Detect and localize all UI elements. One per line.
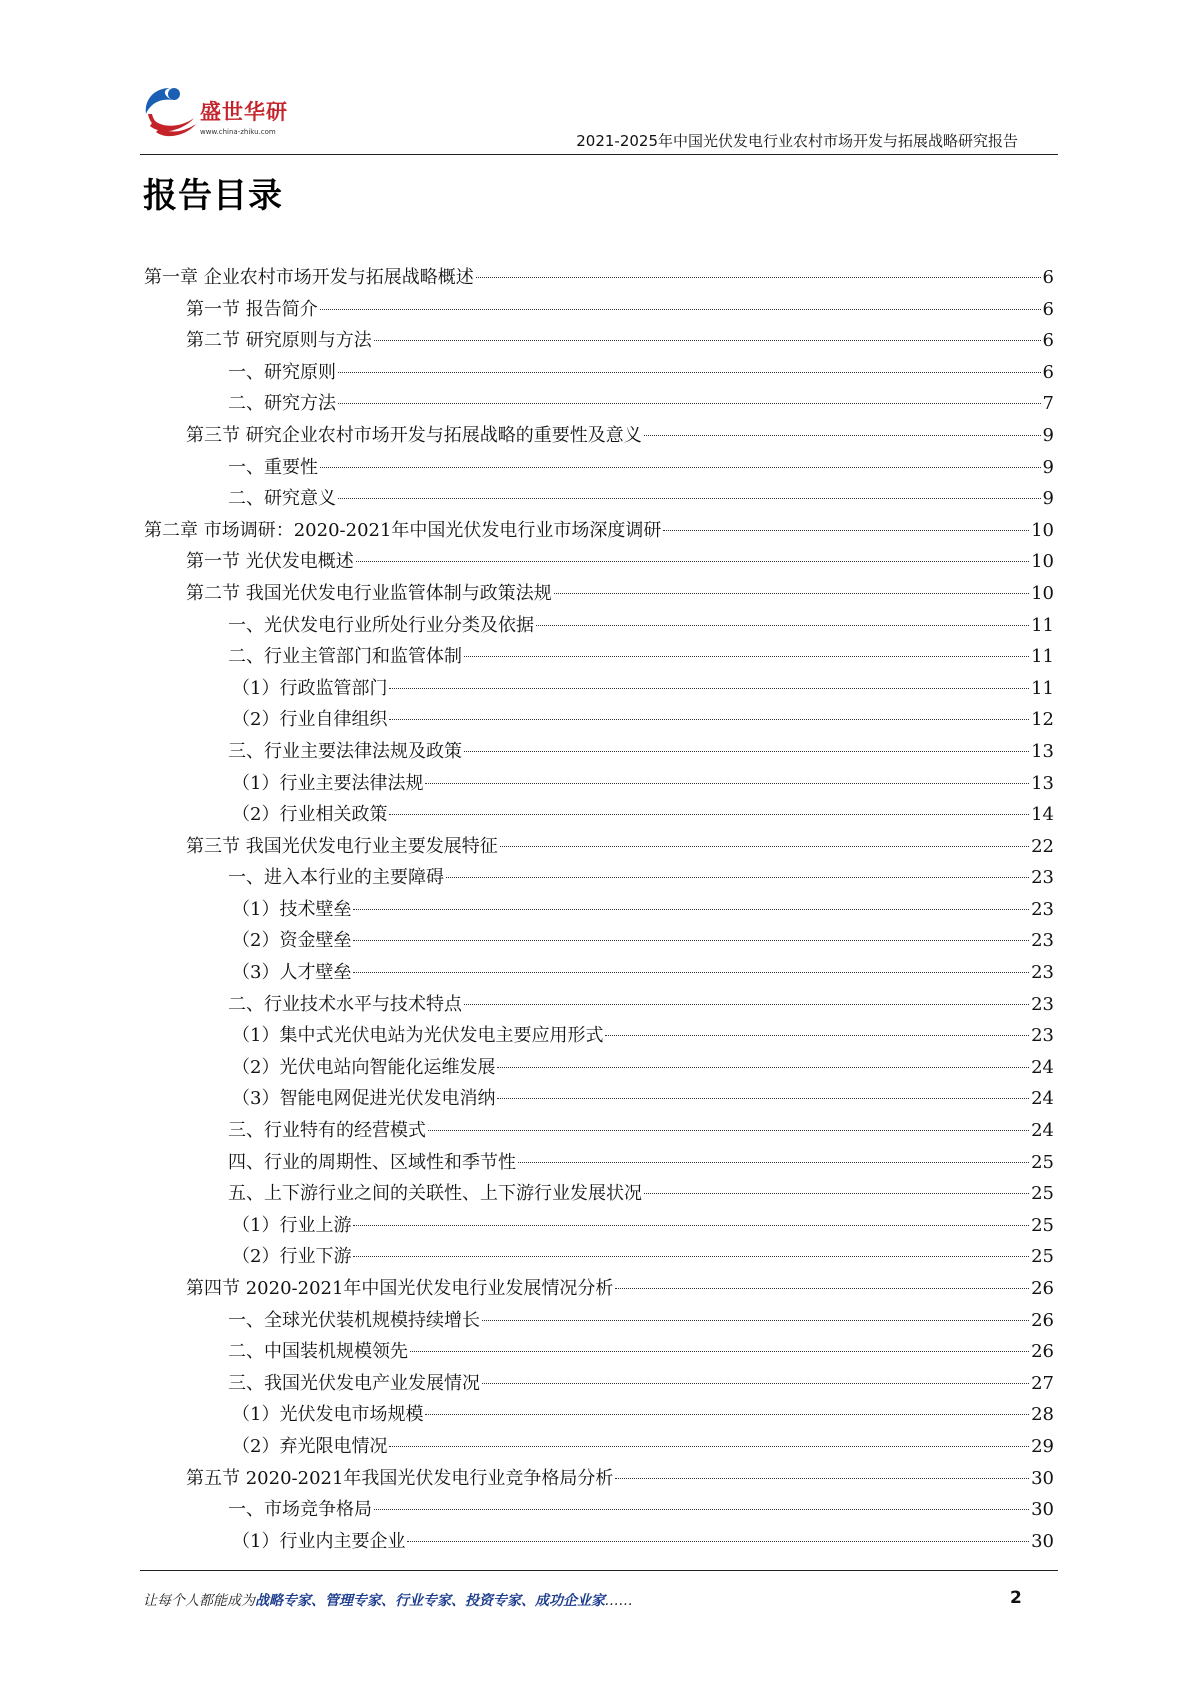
toc-entry-label: （1）技术壁垒 — [232, 898, 352, 920]
toc-entry-label: （2）行业下游 — [232, 1246, 352, 1268]
toc-entry-label: 四、行业的周期性、区域性和季节性 — [228, 1151, 516, 1173]
toc-dot-leader — [644, 1193, 1029, 1194]
toc-entry-label: （1）行政监管部门 — [232, 677, 388, 699]
toc-entry-label: 二、研究意义 — [228, 488, 336, 510]
toc-entry-label: 第一章 企业农村市场开发与拓展战略概述 — [144, 267, 474, 288]
toc-entry[interactable] — [144, 357, 1054, 389]
toc-entry[interactable] — [144, 1115, 1054, 1147]
toc-entry-page: 26 — [1031, 1341, 1054, 1363]
page-header — [140, 84, 1058, 156]
toc-entry[interactable] — [144, 799, 1054, 831]
toc-entry-label: 一、进入本行业的主要障碍 — [228, 867, 444, 889]
toc-entry-page: 6 — [1042, 267, 1054, 288]
toc-dot-leader — [356, 561, 1029, 562]
toc-dot-leader — [410, 1351, 1029, 1352]
toc-entry[interactable] — [144, 925, 1054, 957]
toc-entry-page: 22 — [1031, 835, 1054, 857]
toc-entry[interactable] — [144, 1083, 1054, 1115]
toc-dot-leader — [615, 1478, 1029, 1479]
toc-entry-page: 9 — [1042, 488, 1054, 510]
toc-entry-page: 24 — [1031, 1088, 1054, 1110]
toc-entry[interactable] — [144, 262, 1054, 294]
toc-entry-label: （1）集中式光伏电站为光伏发电主要应用形式 — [232, 1025, 604, 1047]
toc-dot-leader — [536, 625, 1029, 626]
toc-entry-label: 一、研究原则 — [228, 361, 336, 383]
toc-entry-label: （2）光伏电站向智能化运维发展 — [232, 1056, 496, 1078]
toc-entry[interactable] — [144, 1178, 1054, 1210]
toc-entry-page: 26 — [1031, 1278, 1054, 1299]
toc-entry-page: 27 — [1031, 1372, 1054, 1394]
toc-entry-page: 30 — [1031, 1499, 1054, 1521]
toc-entry[interactable] — [144, 452, 1054, 484]
toc-dot-leader — [464, 751, 1029, 752]
toc-dot-leader — [353, 972, 1029, 973]
toc-dot-leader — [464, 1004, 1029, 1005]
toc-dot-leader — [500, 846, 1029, 847]
toc-entry[interactable] — [144, 704, 1054, 736]
toc-entry[interactable] — [144, 1526, 1054, 1558]
table-of-contents — [144, 262, 1054, 1557]
toc-entry[interactable] — [144, 989, 1054, 1021]
toc-entry-page: 6 — [1042, 298, 1054, 320]
toc-entry[interactable] — [144, 673, 1054, 705]
toc-entry[interactable] — [144, 610, 1054, 642]
toc-entry[interactable] — [144, 578, 1054, 610]
toc-dot-leader — [374, 1509, 1029, 1510]
toc-entry-label: （1）光伏发电市场规模 — [232, 1404, 424, 1426]
toc-entry-page: 13 — [1031, 772, 1054, 794]
footer-divider — [140, 1570, 1058, 1571]
report-title: 2021-2025年中国光伏发电行业农村市场开发与拓展战略研究报告 — [576, 132, 1018, 150]
toc-dot-leader — [425, 783, 1029, 784]
toc-entry[interactable] — [144, 894, 1054, 926]
toc-entry[interactable] — [144, 1147, 1054, 1179]
toc-entry-page: 23 — [1031, 962, 1054, 984]
toc-dot-leader — [389, 719, 1029, 720]
toc-entry-label: 二、行业技术水平与技术特点 — [228, 993, 462, 1015]
toc-entry-label: 第五节 2020-2021年我国光伏发电行业竞争格局分析 — [186, 1467, 614, 1489]
toc-entry-label: 二、研究方法 — [228, 393, 336, 415]
toc-dot-leader — [497, 1067, 1029, 1068]
toc-entry-page: 25 — [1031, 1214, 1054, 1236]
toc-entry-page: 11 — [1031, 677, 1054, 699]
toc-entry[interactable] — [144, 641, 1054, 673]
toc-dot-leader — [389, 814, 1029, 815]
toc-entry[interactable] — [144, 1463, 1054, 1495]
toc-entry-page: 26 — [1031, 1309, 1054, 1331]
toc-entry-page: 24 — [1031, 1120, 1054, 1142]
toc-entry[interactable] — [144, 1241, 1054, 1273]
toc-entry-page: 25 — [1031, 1246, 1054, 1268]
toc-entry-page: 9 — [1042, 424, 1054, 446]
toc-entry[interactable] — [144, 1399, 1054, 1431]
toc-entry[interactable] — [144, 1052, 1054, 1084]
toc-entry-page: 23 — [1031, 930, 1054, 952]
toc-entry[interactable] — [144, 388, 1054, 420]
toc-entry-label: 二、行业主管部门和监管体制 — [228, 646, 462, 668]
footer-slogan-suffix: …… — [605, 1593, 633, 1609]
toc-entry[interactable] — [144, 546, 1054, 578]
toc-entry-page: 23 — [1031, 1025, 1054, 1047]
toc-dot-leader — [320, 309, 1041, 310]
toc-dot-leader — [605, 1035, 1029, 1036]
toc-dot-leader — [428, 1130, 1029, 1131]
toc-entry[interactable] — [144, 862, 1054, 894]
toc-entry[interactable] — [144, 768, 1054, 800]
toc-entry-page: 30 — [1031, 1467, 1054, 1489]
toc-dot-leader — [389, 688, 1029, 689]
toc-entry[interactable] — [144, 1273, 1054, 1305]
toc-entry-label: （1）行业主要法律法规 — [232, 772, 424, 794]
toc-dot-leader — [353, 909, 1029, 910]
logo-url: www.china-zhiku.com — [200, 128, 276, 136]
toc-entry-label: 三、我国光伏发电产业发展情况 — [228, 1372, 480, 1394]
toc-entry-page: 28 — [1031, 1404, 1054, 1426]
toc-entry-page: 10 — [1031, 551, 1054, 573]
footer-slogan-prefix: 让每个人都能成为 — [143, 1593, 255, 1609]
footer-slogan-highlight: 战略专家、管理专家、行业专家、投资专家、成功企业家 — [255, 1593, 605, 1609]
toc-entry-label: 一、重要性 — [228, 456, 318, 478]
toc-entry-page: 9 — [1042, 456, 1054, 478]
toc-entry-page: 6 — [1042, 330, 1054, 352]
logo-name: 盛世华研 — [200, 100, 288, 124]
toc-entry-label: 三、行业主要法律法规及政策 — [228, 740, 462, 762]
toc-entry[interactable] — [144, 736, 1054, 768]
toc-entry[interactable] — [144, 420, 1054, 452]
toc-entry-label: （2）弃光限电情况 — [232, 1435, 388, 1457]
toc-entry[interactable] — [144, 1336, 1054, 1368]
toc-entry-page: 14 — [1031, 804, 1054, 826]
toc-entry[interactable] — [144, 1368, 1054, 1400]
toc-entry-page: 11 — [1031, 646, 1054, 668]
toc-entry-page: 10 — [1031, 519, 1054, 541]
footer-slogan — [143, 1590, 1043, 1610]
toc-entry-page: 24 — [1031, 1056, 1054, 1078]
toc-dot-leader — [476, 277, 1041, 278]
toc-entry-page: 29 — [1031, 1435, 1054, 1457]
toc-dot-leader — [554, 593, 1029, 594]
toc-entry-page: 11 — [1031, 614, 1054, 636]
toc-entry[interactable] — [144, 831, 1054, 863]
toc-dot-leader — [389, 1446, 1029, 1447]
toc-entry-label: 五、上下游行业之间的关联性、上下游行业发展状况 — [228, 1183, 642, 1205]
toc-entry[interactable] — [144, 1020, 1054, 1052]
toc-dot-leader — [464, 656, 1029, 657]
toc-dot-leader — [644, 435, 1041, 436]
toc-dot-leader — [353, 1225, 1029, 1226]
toc-entry-page: 23 — [1031, 993, 1054, 1015]
toc-entry-label: 第二节 我国光伏发电行业监管体制与政策法规 — [186, 582, 552, 604]
toc-entry-label: 一、市场竞争格局 — [228, 1499, 372, 1521]
toc-dot-leader — [407, 1541, 1029, 1542]
toc-entry[interactable] — [144, 1494, 1054, 1526]
toc-dot-leader — [518, 1162, 1029, 1163]
page-number: 2 — [1010, 1588, 1022, 1608]
toc-entry-label: 第二节 研究原则与方法 — [186, 330, 372, 352]
toc-entry[interactable] — [144, 1431, 1054, 1463]
toc-entry-label: 第一节 报告简介 — [186, 298, 318, 320]
toc-entry-label: 三、行业特有的经营模式 — [228, 1120, 426, 1142]
toc-entry[interactable] — [144, 294, 1054, 326]
toc-dot-leader — [353, 1256, 1029, 1257]
toc-dot-leader — [338, 372, 1041, 373]
toc-dot-leader — [446, 877, 1029, 878]
toc-entry[interactable] — [144, 1305, 1054, 1337]
toc-dot-leader — [425, 1414, 1029, 1415]
toc-dot-leader — [338, 403, 1041, 404]
page-title: 报告目录 — [143, 176, 283, 216]
toc-entry-label: 一、光伏发电行业所处行业分类及依据 — [228, 614, 534, 636]
toc-entry-page: 23 — [1031, 898, 1054, 920]
toc-dot-leader — [482, 1383, 1029, 1384]
toc-entry-page: 6 — [1042, 361, 1054, 383]
toc-entry-page: 10 — [1031, 582, 1054, 604]
toc-entry-page: 25 — [1031, 1151, 1054, 1173]
toc-entry-label: （3）人才壁垒 — [232, 962, 352, 984]
toc-entry-label: 第三节 研究企业农村市场开发与拓展战略的重要性及意义 — [186, 424, 642, 446]
toc-entry-page: 13 — [1031, 740, 1054, 762]
toc-entry-label: 第一节 光伏发电概述 — [186, 551, 354, 573]
toc-entry-label: 第二章 市场调研：2020-2021年中国光伏发电行业市场深度调研 — [144, 519, 662, 541]
toc-entry-page: 30 — [1031, 1530, 1054, 1552]
toc-entry-label: （1）行业内主要企业 — [232, 1530, 406, 1552]
toc-entry-page: 25 — [1031, 1183, 1054, 1205]
toc-entry-label: （2）行业自律组织 — [232, 709, 388, 731]
toc-entry-page: 12 — [1031, 709, 1054, 731]
toc-dot-leader — [663, 530, 1029, 531]
toc-entry[interactable] — [144, 1210, 1054, 1242]
toc-dot-leader — [320, 467, 1041, 468]
toc-entry[interactable] — [144, 483, 1054, 515]
toc-entry[interactable] — [144, 325, 1054, 357]
toc-entry-label: 第三节 我国光伏发电行业主要发展特征 — [186, 835, 498, 857]
toc-entry-label: 第四节 2020-2021年中国光伏发电行业发展情况分析 — [186, 1278, 614, 1299]
toc-entry-label: 二、中国装机规模领先 — [228, 1341, 408, 1363]
toc-entry-label: （3）智能电网促进光伏发电消纳 — [232, 1088, 496, 1110]
logo-emblem-icon — [140, 84, 202, 144]
toc-dot-leader — [497, 1098, 1029, 1099]
toc-dot-leader — [353, 940, 1029, 941]
company-logo — [140, 84, 320, 146]
toc-entry-label: （2）资金壁垒 — [232, 930, 352, 952]
toc-entry-label: （2）行业相关政策 — [232, 804, 388, 826]
toc-entry[interactable] — [144, 957, 1054, 989]
toc-entry-page: 7 — [1042, 393, 1054, 415]
toc-entry-page: 23 — [1031, 867, 1054, 889]
toc-dot-leader — [338, 498, 1041, 499]
toc-entry-label: （1）行业上游 — [232, 1214, 352, 1236]
toc-dot-leader — [374, 340, 1041, 341]
header-divider — [140, 154, 1058, 155]
toc-dot-leader — [615, 1288, 1029, 1289]
toc-entry[interactable] — [144, 515, 1054, 547]
toc-entry-label: 一、全球光伏装机规模持续增长 — [228, 1309, 480, 1331]
toc-dot-leader — [482, 1320, 1029, 1321]
